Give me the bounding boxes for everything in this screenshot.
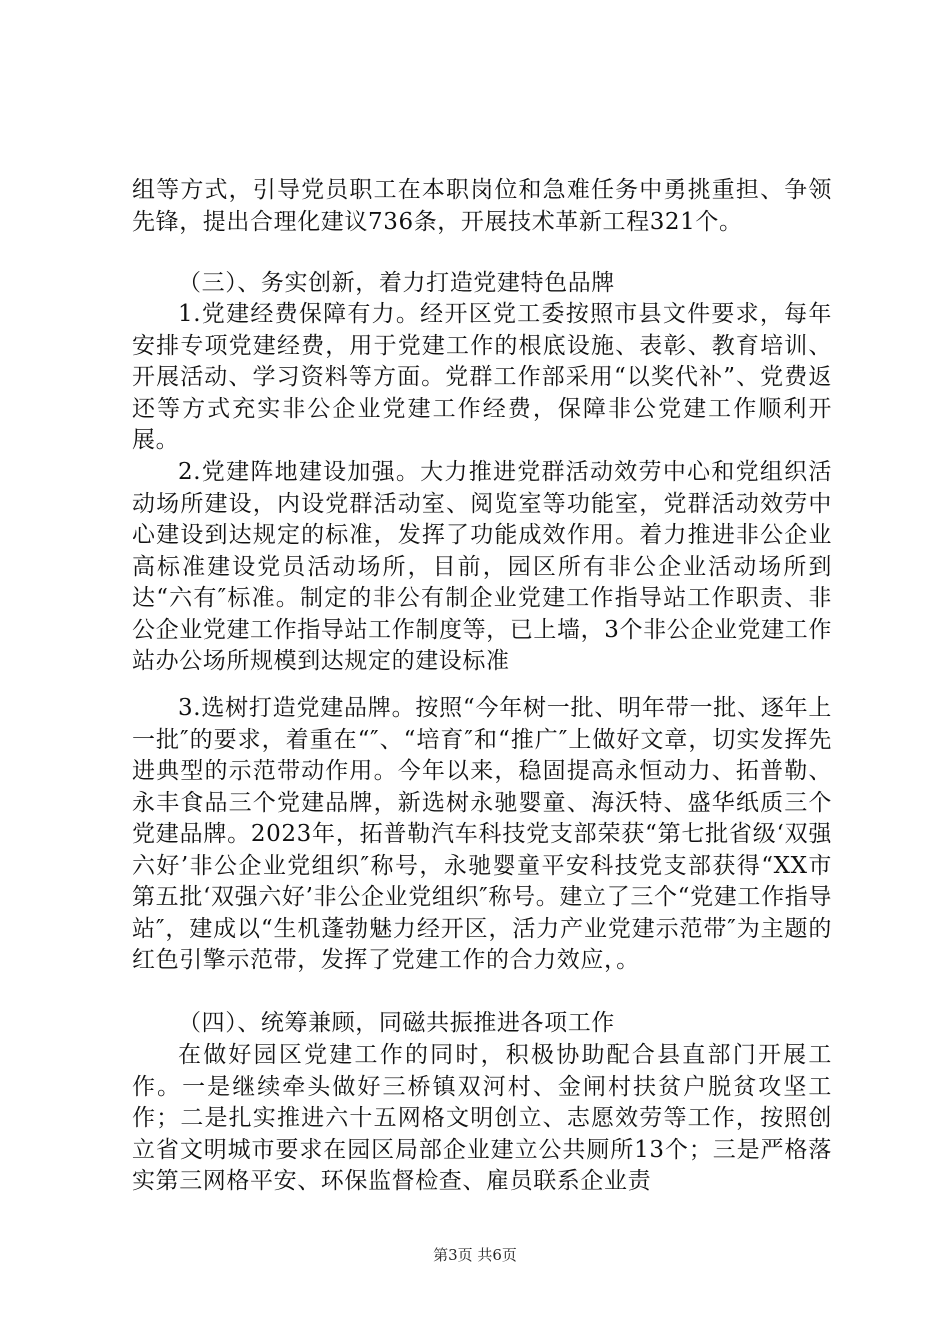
paragraph-position-building [132, 457, 832, 678]
paragraph-text: 3.选树打造党建品牌。按照“今年树一批、明年带一批、逐年上一批″的要求，着重在“″、“培育″和“推广″上做好文章，切实发挥先进典型的示范带动作用。今年以来，稳固提高永恒动力、拓普勒、永丰食品三个党建品牌，新选树永驰婴童、海沃特、盛华纸质三个党建品牌。2023年，拓普勒汽车科技党支部荣获“第七批省级‘双强六好’非公企业党组织″称号，永驰婴童平安科技党支部获得“XX市第五批‘双强六好’非公企业党组织″称号。建立了三个“党建工作指导站″，建成以“生机蓬勃魅力经开区，活力产业党建示范带″为主题的红色引擎示范带，发挥了党建工作的合力效应，。 [132, 695, 832, 973]
section-heading-four [132, 1008, 832, 1040]
section-heading-three [132, 268, 832, 300]
page-number-footer: 第3页 共6页 [433, 1246, 517, 1264]
paragraph-text: 2.党建阵地建设加强。大力推进党群活动效劳中心和党组织活动场所建设，内设党群活动室、阅览室等功能室，党群活动效劳中心建设到达规定的标准，发挥了功能成效作用。着力推进非公企业高标准建设党员活动场所，目前，园区所有非公企业活动场所到达“六有″标准。制定的非公有制企业党建工作指导站工作职责、非公企业党建工作指导站工作制度等，已上墙，3个非公企业党建工作站办公场所规模到达规定的建设标准 [132, 459, 832, 674]
paragraph-brand-building [132, 693, 832, 977]
paragraph-text: 在做好园区党建工作的同时，积极协助配合县直部门开展工作。一是继续牵头做好三桥镇双河村、金闸村扶贫户脱贫攻坚工作；二是扎实推进六十五网格文明创立、志愿效劳等工作，按照创立省文明城市要求在园区局部企业建立公共厕所13个；三是严格落实第三网格平安、环保监督检查、雇员联系企业责 [132, 1042, 832, 1194]
paragraph-text: 组等方式，引导党员职工在本职岗位和急难任务中勇挑重担、争领先锋，提出合理化建议736条，开展技术革新工程321个。 [132, 177, 832, 235]
paragraph-text: 1.党建经费保障有力。经开区党工委按照市县文件要求，每年安排专项党建经费，用于党建工作的根底设施、表彰、教育培训、开展活动、学习资料等方面。党群工作部采用“以奖代补”、党费返还等方式充实非公企业党建工作经费，保障非公党建工作顺利开展。 [132, 301, 832, 453]
section-heading-text: （四）、统筹兼顾，同磁共振推进各项工作 [178, 1010, 615, 1036]
paragraph-continuation [132, 175, 832, 238]
section-heading-text: （三）、务实创新，着力打造党建特色品牌 [178, 270, 615, 296]
paragraph-funding [132, 299, 832, 457]
paragraph-coordination [132, 1040, 832, 1198]
